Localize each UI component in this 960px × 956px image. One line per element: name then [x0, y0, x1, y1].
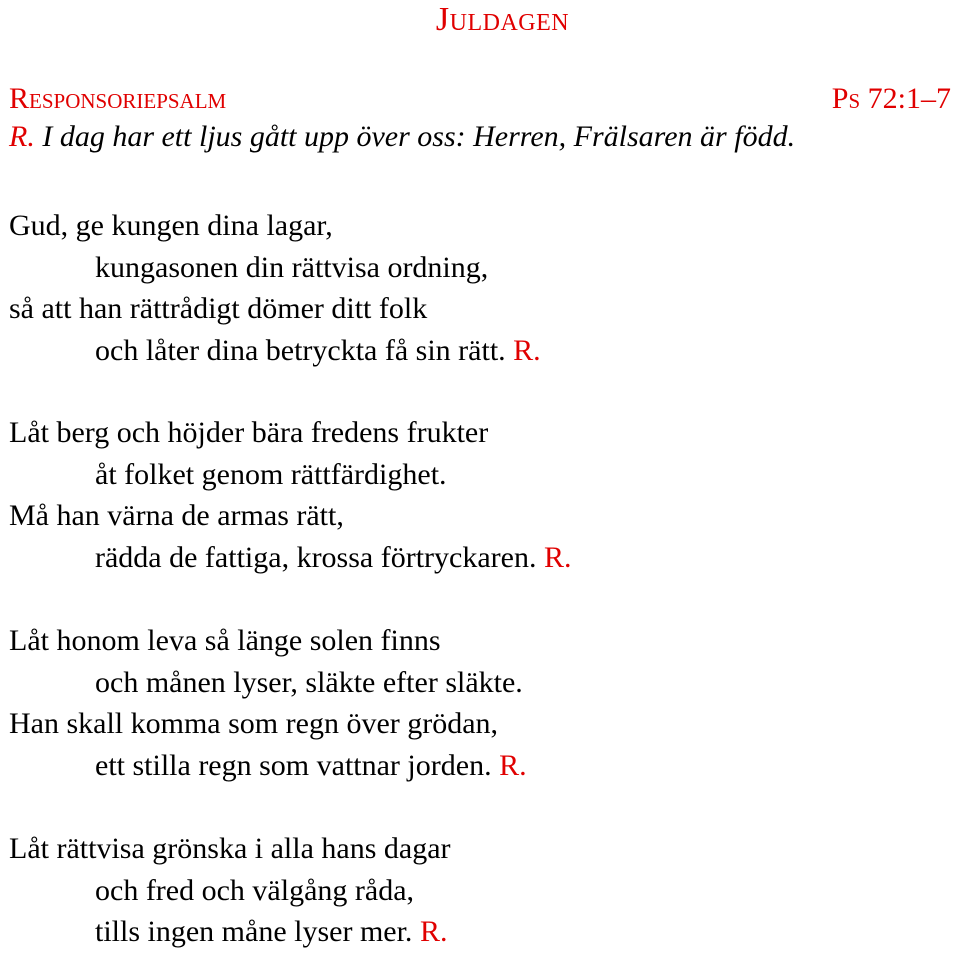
verse-line: Han skall komma som regn över grödan, [9, 707, 499, 740]
verse-line-with-refrain [9, 537, 949, 579]
verse-line-text: rädda de fattiga, krossa förtryckaren. [95, 540, 537, 574]
verse-line-text: ett stilla regn som vattnar jorden. [95, 748, 492, 782]
page-title-initial: J [435, 1, 450, 38]
verse-line-text: tills ingen måne lyser mer. [95, 915, 413, 948]
page-title-rest: uldagen [449, 1, 570, 38]
verse-line-with-refrain [9, 330, 949, 372]
section-header [9, 79, 951, 119]
stanza-4 [9, 828, 949, 953]
psalm-reference-numbers: 72:1–7 [860, 82, 951, 115]
page-title [0, 0, 960, 40]
verse-line: Må han värna de armas rätt, [9, 499, 344, 532]
verse-line-with-refrain [9, 911, 949, 953]
refrain-mark: R. [499, 748, 527, 782]
response-line [9, 117, 959, 157]
psalm-reference-prefix: Ps [831, 82, 861, 115]
stanza-3 [9, 620, 949, 786]
section-label: Responsoriepsalm [9, 82, 227, 115]
verse-line: kungasonen din rättvisa ordning, [95, 250, 489, 284]
response-text: I dag har ett ljus gått upp över oss: Herren, Frälsaren är född. [34, 120, 796, 153]
verse-line-with-refrain [9, 745, 949, 787]
verse-line: Låt rättvisa grönska i alla hans dagar [9, 832, 451, 865]
verse-line: åt folket genom rättfärdighet. [95, 457, 447, 491]
verse-line: Låt berg och höjder bära fredens frukter [9, 416, 489, 449]
verse-line: och fred och välgång råda, [95, 873, 415, 907]
response-mark: R. [9, 120, 35, 153]
verse-line: så att han rättrådigt dömer ditt folk [9, 292, 428, 325]
refrain-mark: R. [543, 540, 572, 574]
refrain-mark: R. [513, 333, 541, 367]
psalm-reference [832, 79, 951, 119]
refrain-mark: R. [419, 915, 448, 948]
verse-line: Gud, ge kungen dina lagar, [9, 209, 333, 242]
stanza-2 [9, 412, 949, 578]
verse-line: och månen lyser, släkte efter släkte. [95, 665, 523, 699]
verse-line-text: och låter dina betryckta få sin rätt. [95, 333, 506, 367]
stanza-1 [9, 205, 949, 371]
verse-line: Låt honom leva så länge solen finns [9, 624, 441, 657]
